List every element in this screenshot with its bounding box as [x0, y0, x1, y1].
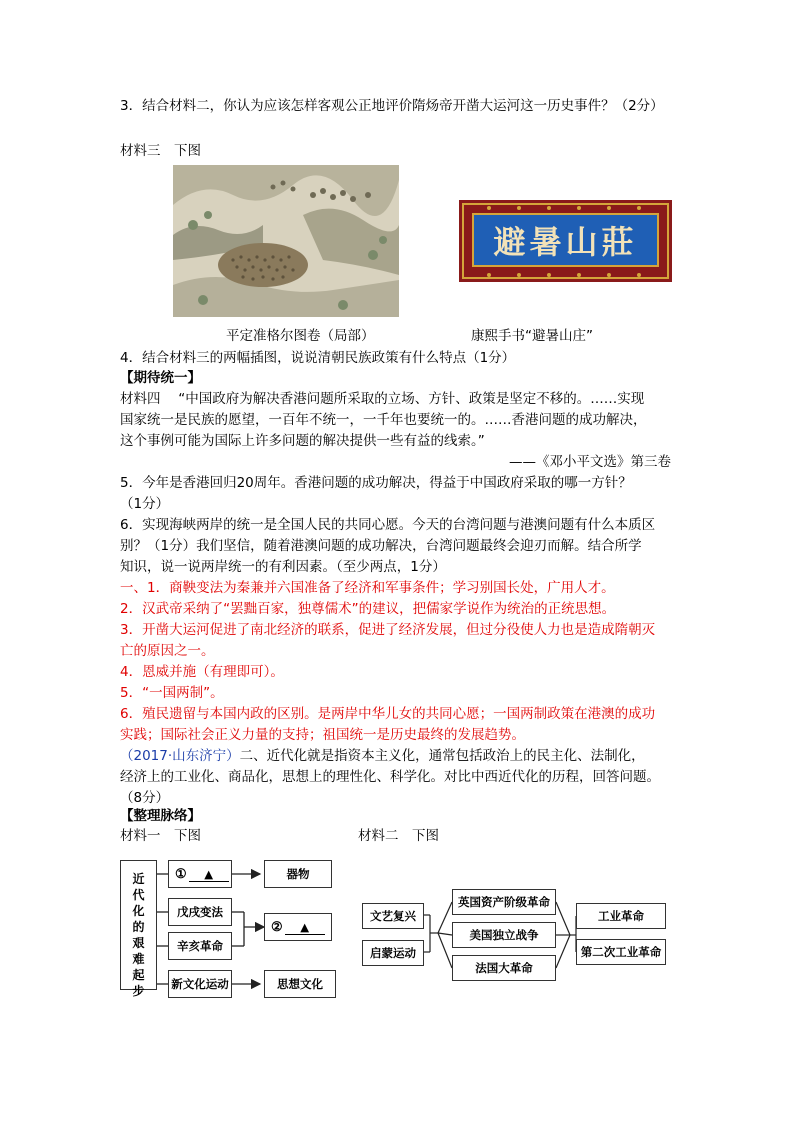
caption-right: 康熙手书“避暑山庄”	[471, 328, 593, 344]
vertical-char: 难	[132, 952, 145, 966]
triangle-icon: ▲	[204, 866, 214, 881]
answer-4: 4．恩威并施（有理即可）。	[120, 664, 284, 680]
section-zhengli-mailuo: 【整理脉络】	[120, 808, 201, 824]
diagram-1-box-blank-2	[264, 913, 332, 941]
vertical-char: 起	[132, 968, 145, 982]
material-2-title: 材料二 下图	[358, 828, 439, 844]
diagram-1-box-wuxu: 戊戌变法	[168, 898, 232, 926]
answer-6-line-2: 实践；国际社会正义力量的支持；祖国统一是历史最终的发展趋势。	[120, 727, 525, 743]
vertical-char: 的	[132, 920, 145, 934]
answer-6-line-1: 6．殖民遗留与本国内政的区别。是两岸中华儿女的共同心愿；一国两制政策在港澳的成功	[120, 706, 656, 722]
material-4-line-2: 国家统一是民族的愿望，一百年不统一，一千年也要统一的。……香港问题的成功解决，	[120, 412, 647, 428]
material-4-source: ——《邓小平文选》第三卷	[509, 454, 671, 470]
plaque-text: 避暑山莊	[493, 223, 638, 261]
blank-number-2: ②	[271, 919, 283, 935]
material-4-line-3: 这个事例可能为国际上许多问题的解决提供一些有益的线索。”	[120, 433, 485, 449]
diagram-2-box-meiguo-duli: 美国独立战争	[452, 922, 556, 948]
question-5-line-2: （1分）	[120, 496, 170, 512]
answer-5: 5．“一国两制”。	[120, 685, 224, 701]
question-2-intro-line-1	[120, 746, 645, 766]
question-2-text: 二、近代化就是指资本主义化，通常包括政治上的民主化、法制化，	[239, 748, 645, 764]
question-4: 4．结合材料三的两幅插图，说说清朝民族政策有什么特点（1分）	[120, 350, 516, 366]
question-6-line-2: 别？（1分）我们坚信，随着港澳问题的成功解决，台湾问题最终会迎刃而解。结合所学	[120, 538, 642, 554]
blank-number-1: ①	[175, 866, 187, 882]
diagram-2-box-wenyi-fuxing: 文艺复兴	[362, 903, 424, 929]
material-1-title: 材料一 下图	[120, 828, 201, 844]
vertical-char: 近	[132, 872, 145, 886]
diagram-1-box-blank-1	[168, 860, 232, 888]
section-qidai-tongyi: 【期待统一】	[120, 370, 201, 386]
question-2-intro-line-2: 经济上的工业化、商品化，思想上的理性化、科学化。对比中西近代化的历程，回答问题。	[120, 769, 660, 785]
caption-left: 平定准格尔图卷（局部）	[226, 328, 375, 344]
diagram-1-vertical-label	[120, 860, 157, 998]
answer-1: 一、1．商鞅变法为秦兼并六国准备了经济和军事条件；学习别国长处，广用人才。	[120, 580, 615, 596]
blank-underline	[189, 867, 229, 882]
answer-2: 2．汉武帝采纳了“罢黜百家，独尊儒术”的建议，把儒家学说作为统治的正统思想。	[120, 601, 616, 617]
question-2-intro-line-3: （8分）	[120, 790, 170, 806]
answer-3-line-2: 亡的原因之一。	[120, 643, 215, 659]
vertical-char: 代	[132, 888, 145, 902]
blank-underline	[285, 920, 325, 935]
vertical-char: 艰	[132, 936, 145, 950]
diagram-2-box-faguo-geming: 法国大革命	[452, 955, 556, 981]
diagram-2-box-second-gongye: 第二次工业革命	[576, 939, 666, 965]
diagram-2-box-qimeng: 启蒙运动	[362, 940, 424, 966]
answer-3-line-1: 3．开凿大运河促进了南北经济的联系，促进了经济发展，但过分役使人力也是造成隋朝灭	[120, 622, 656, 638]
vertical-char: 步	[132, 984, 145, 998]
vertical-char: 化	[132, 904, 145, 918]
question-6-line-1: 6．实现海峡两岸的统一是全国人民的共同心愿。今天的台湾问题与港澳问题有什么本质区	[120, 517, 656, 533]
question-3: 3．结合材料二，你认为应该怎样客观公正地评价隋炀帝开凿大运河这一历史事件？（2分）	[120, 98, 664, 114]
material-3-title: 材料三 下图	[120, 143, 201, 159]
pingding-painting-image	[173, 165, 399, 317]
diagram-1-box-sixiang: 思想文化	[264, 970, 336, 998]
triangle-icon: ▲	[300, 919, 310, 934]
diagram-2-box-gongye-geming: 工业革命	[576, 903, 666, 929]
material-4-line-1: 材料四 “中国政府为解决香港问题所采取的立场、方针、政策是坚定不移的。……实现	[120, 391, 645, 407]
question-6-line-3: 知识，说一说两岸统一的有利因素。（至少两点，1分）	[120, 559, 446, 575]
diagram-1-box-xinwenhua: 新文化运动	[168, 970, 232, 998]
question-5-line-1: 5．今年是香港回归20周年。香港问题的成功解决，得益于中国政府采取的哪一方针？	[120, 475, 632, 491]
question-2-source: （2017·山东济宁）	[120, 748, 240, 764]
diagram-1-box-xinhai: 辛亥革命	[168, 932, 232, 960]
diagram-2-box-yingguo-geming: 英国资产阶级革命	[452, 889, 556, 915]
diagram-1-box-qiwu: 器物	[264, 860, 332, 888]
